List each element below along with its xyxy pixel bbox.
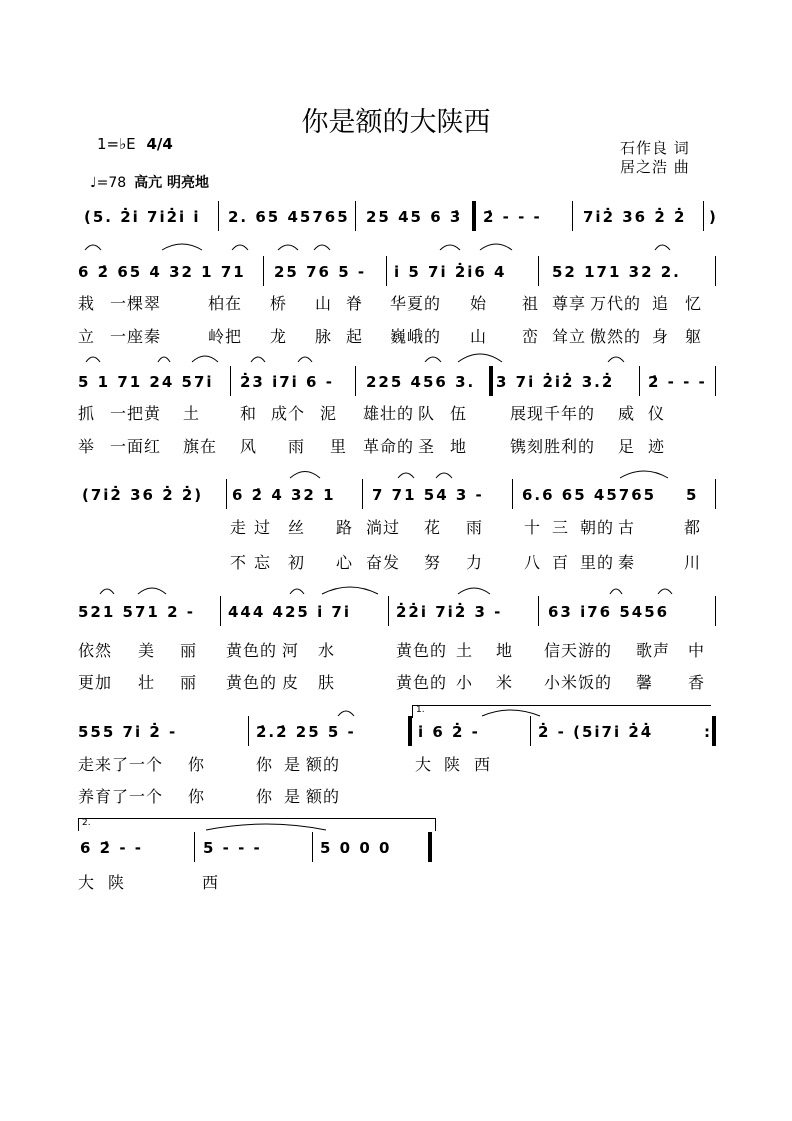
slur <box>482 710 540 716</box>
slur <box>338 711 354 716</box>
measure: (7i2̇ 36 2̇ 2̇) <box>82 486 204 504</box>
slur <box>425 357 441 362</box>
slur <box>290 472 320 479</box>
lyric: 千年的 <box>544 404 596 423</box>
lyric: 忘 <box>254 553 272 572</box>
lyricist-credit: 石作良 词 <box>620 139 690 157</box>
lyric: 伍 <box>450 404 468 423</box>
lyric: 走 <box>230 518 248 537</box>
time-signature: 4/4 <box>146 135 173 153</box>
lyric: 秦 <box>618 553 636 572</box>
lyric: 始 <box>470 294 488 313</box>
composer-credit: 居之浩 曲 <box>620 158 690 176</box>
measure: 25 45 6 3̇ <box>366 208 463 226</box>
lyric: 黄色的 <box>396 673 448 692</box>
measure: 555 7i 2̇ - <box>78 723 178 741</box>
slur <box>278 245 298 250</box>
lyric: 龙 <box>270 327 288 346</box>
lyric: 祖 <box>522 294 540 313</box>
measure: 225 456 3. <box>366 373 476 391</box>
slur <box>86 357 100 362</box>
measure: 7i2̇ 36 2̇ 2̇ <box>583 208 687 226</box>
lyric: 一座秦 <box>110 327 162 346</box>
lyric: 馨 <box>636 673 654 692</box>
volta-label: 2. <box>82 818 91 828</box>
lyric: 肤 <box>318 673 336 692</box>
lyric: 路 <box>336 518 354 537</box>
lyric: 躯 <box>685 327 703 346</box>
lyric: 傲然的 <box>590 327 642 346</box>
measure: 3 7i 2̇i2̇ 3.2̇ <box>496 373 615 391</box>
lyric: 黄色的 <box>226 673 278 692</box>
lyric: 河 <box>282 641 300 660</box>
measure: 5 - - - <box>203 839 262 857</box>
lyric: 里的 <box>580 553 615 572</box>
slur <box>232 245 248 250</box>
slur <box>620 471 668 478</box>
lyric: 美 <box>138 641 156 660</box>
lyric: 山 <box>470 327 488 346</box>
volta-label: 1. <box>416 705 425 715</box>
lyric: 都 <box>684 518 702 537</box>
paren-close: ) <box>709 208 718 226</box>
lyric: 你 <box>188 755 206 774</box>
lyric: 起 <box>346 327 364 346</box>
lyric: 香 <box>688 673 706 692</box>
slur <box>610 589 622 594</box>
measure: (5. 2̇i 7i2̇i i <box>84 208 201 226</box>
lyric: 百 <box>552 553 570 572</box>
slur <box>440 245 460 250</box>
lyric: 过 <box>254 518 272 537</box>
slur <box>290 589 304 594</box>
lyric: 一把黄 <box>110 404 162 423</box>
measure: i 5 7i 2̇i6 4 <box>394 263 507 281</box>
lyric: 一棵翠 <box>110 294 162 313</box>
lyric: 花 <box>424 518 442 537</box>
lyric: 风 <box>240 437 258 456</box>
lyric: 尊享 <box>552 294 587 313</box>
measure: 25 76 5 - <box>274 263 367 281</box>
measure-end-note: 5 <box>686 486 699 504</box>
lyric: 壮 <box>138 673 156 692</box>
lyric: 水 <box>318 641 336 660</box>
slur <box>398 473 414 478</box>
lyric: 心 <box>336 553 354 572</box>
lyric: 丽 <box>180 673 198 692</box>
lyric: 雨 <box>288 437 306 456</box>
lyric: 雄壮的 <box>363 404 415 423</box>
measure: 2̇3 i7i 6 - <box>240 373 334 391</box>
slur <box>138 588 166 594</box>
slur <box>85 245 101 250</box>
key-label: 1=♭E <box>97 135 136 153</box>
lyric: 奋发 <box>366 553 401 572</box>
measure: 5 0 0 0 <box>320 839 392 857</box>
measure: 6.6 65 45765 <box>522 486 657 504</box>
lyric: 你 <box>188 787 206 806</box>
lyric: 忆 <box>685 294 703 313</box>
lyric: 土 <box>456 641 474 660</box>
lyric: 陕 <box>444 755 462 774</box>
lyric: 柏在 <box>208 294 243 313</box>
lyric: 泥 <box>320 404 338 423</box>
measure: 6 2̇ 4 32 1 <box>232 486 336 504</box>
lyric: 丽 <box>180 641 198 660</box>
lyric: 里 <box>330 437 348 456</box>
lyric: 力 <box>466 553 484 572</box>
lyric: 岭把 <box>208 327 243 346</box>
lyric: 小米饭的 <box>544 673 613 692</box>
slur <box>100 589 114 594</box>
slur <box>480 244 512 250</box>
lyric: 更加 <box>78 673 113 692</box>
measure: i 6 2̇ - <box>418 723 480 741</box>
lyric: 雨 <box>466 518 484 537</box>
measure: 6 2̇ 65 4 32 1 71 <box>78 263 246 281</box>
lyric: 十 <box>524 518 542 537</box>
lyric: 额的 <box>306 787 341 806</box>
measure: 2̇ - (5i7i 2̇4̇ <box>538 723 654 741</box>
measure: 6 2̇ - - <box>80 839 143 857</box>
lyric: 小 <box>456 673 474 692</box>
lyric: 山 <box>315 294 333 313</box>
lyric: 古 <box>618 518 636 537</box>
slur <box>322 587 378 594</box>
slur <box>206 824 326 830</box>
lyric: 栽 <box>78 294 96 313</box>
lyric: 桥 <box>270 294 288 313</box>
lyric: 威 <box>618 404 636 423</box>
measure: 2̇2̇i 7i2̇ 3 - <box>396 603 503 621</box>
slur <box>458 588 490 594</box>
lyric: 黄色的 <box>396 641 448 660</box>
lyric: 抓 <box>78 404 96 423</box>
lyric: 万代的 <box>590 294 642 313</box>
slur <box>458 354 502 362</box>
lyric: 淌过 <box>366 518 401 537</box>
lyric: 你 <box>256 787 274 806</box>
lyric: 丝 <box>288 518 306 537</box>
lyric: 一面红 <box>110 437 162 456</box>
lyric: 信天游的 <box>544 641 613 660</box>
lyric: 额的 <box>306 755 341 774</box>
lyric: 大 <box>415 755 433 774</box>
lyric: 仪 <box>648 404 666 423</box>
lyric: 朝的 <box>580 518 615 537</box>
measure: 2̇ - - - <box>648 373 707 391</box>
measure: 2̇.2̇ 25 5 - <box>256 723 356 741</box>
lyric: 是 <box>284 787 302 806</box>
lyric: 追 <box>652 294 670 313</box>
lyric: 努 <box>424 553 442 572</box>
lyric: 华夏的 <box>390 294 442 313</box>
lyric: 川 <box>684 553 702 572</box>
slur <box>162 244 202 250</box>
lyric: 皮 <box>282 673 300 692</box>
measure: 52 171 32 2. <box>552 263 681 281</box>
lyric: 八 <box>524 553 542 572</box>
expression-marking: 高亢 明亮地 <box>134 175 210 191</box>
lyric: 土 <box>183 404 201 423</box>
lyric: 峦 <box>522 327 540 346</box>
lyric: 迹 <box>648 437 666 456</box>
slur <box>298 357 312 362</box>
lyric: 西 <box>202 873 220 892</box>
lyric: 中 <box>688 641 706 660</box>
lyric: 旗在 <box>183 437 218 456</box>
lyric: 陕 <box>108 873 126 892</box>
lyric: 地 <box>496 641 514 660</box>
measure: 5 1 71 24 57i <box>78 373 214 391</box>
measure: 521 571 2 - <box>78 603 195 621</box>
page-title: 你是额的大陕西 <box>301 107 491 138</box>
lyric: 脊 <box>346 294 364 313</box>
tempo-value: ♩=78 <box>90 175 127 191</box>
lyric: 依然 <box>78 641 113 660</box>
lyric: 是 <box>284 755 302 774</box>
lyric: 身 <box>652 327 670 346</box>
lyric: 耸立 <box>552 327 587 346</box>
lyric: 养育了一个 <box>78 787 164 806</box>
measure: 7 71 54 3 - <box>372 486 484 504</box>
lyric: 黄色的 <box>226 641 278 660</box>
slur <box>608 357 624 362</box>
lyric: 三 <box>552 518 570 537</box>
lyric: 展现 <box>510 404 545 423</box>
lyric: 和 <box>240 404 258 423</box>
lyric: 举 <box>78 437 96 456</box>
measure: 2. 65 45765 <box>228 208 350 226</box>
lyric: 大 <box>78 873 96 892</box>
lyric: 队 <box>418 404 436 423</box>
lyric: 米 <box>496 673 514 692</box>
measure: 63 i76 5456 <box>548 603 670 621</box>
lyric: 不 <box>230 553 248 572</box>
lyric: 巍峨的 <box>390 327 442 346</box>
lyric: 足 <box>618 437 636 456</box>
slur <box>314 245 330 250</box>
lyric: 成个 <box>271 404 306 423</box>
slur <box>658 589 672 594</box>
repeat-dots: : <box>704 723 712 741</box>
lyric: 镌刻 <box>510 437 545 456</box>
slur <box>192 356 218 362</box>
lyric: 革命的 <box>363 437 415 456</box>
slur <box>655 245 670 250</box>
lyric: 脉 <box>315 327 333 346</box>
lyric: 立 <box>78 327 96 346</box>
measure: 2̇ - - - <box>483 208 542 226</box>
lyric: 胜利的 <box>544 437 596 456</box>
lyric: 初 <box>288 553 306 572</box>
lyric: 你 <box>256 755 274 774</box>
measure: 444 425 i 7i <box>228 603 352 621</box>
lyric: 地 <box>450 437 468 456</box>
lyric: 歌声 <box>636 641 671 660</box>
lyric: 西 <box>474 755 492 774</box>
lyric: 圣 <box>418 437 436 456</box>
slur <box>251 357 265 362</box>
slur <box>436 473 452 478</box>
slur <box>158 357 170 362</box>
lyric: 走来了一个 <box>78 755 164 774</box>
